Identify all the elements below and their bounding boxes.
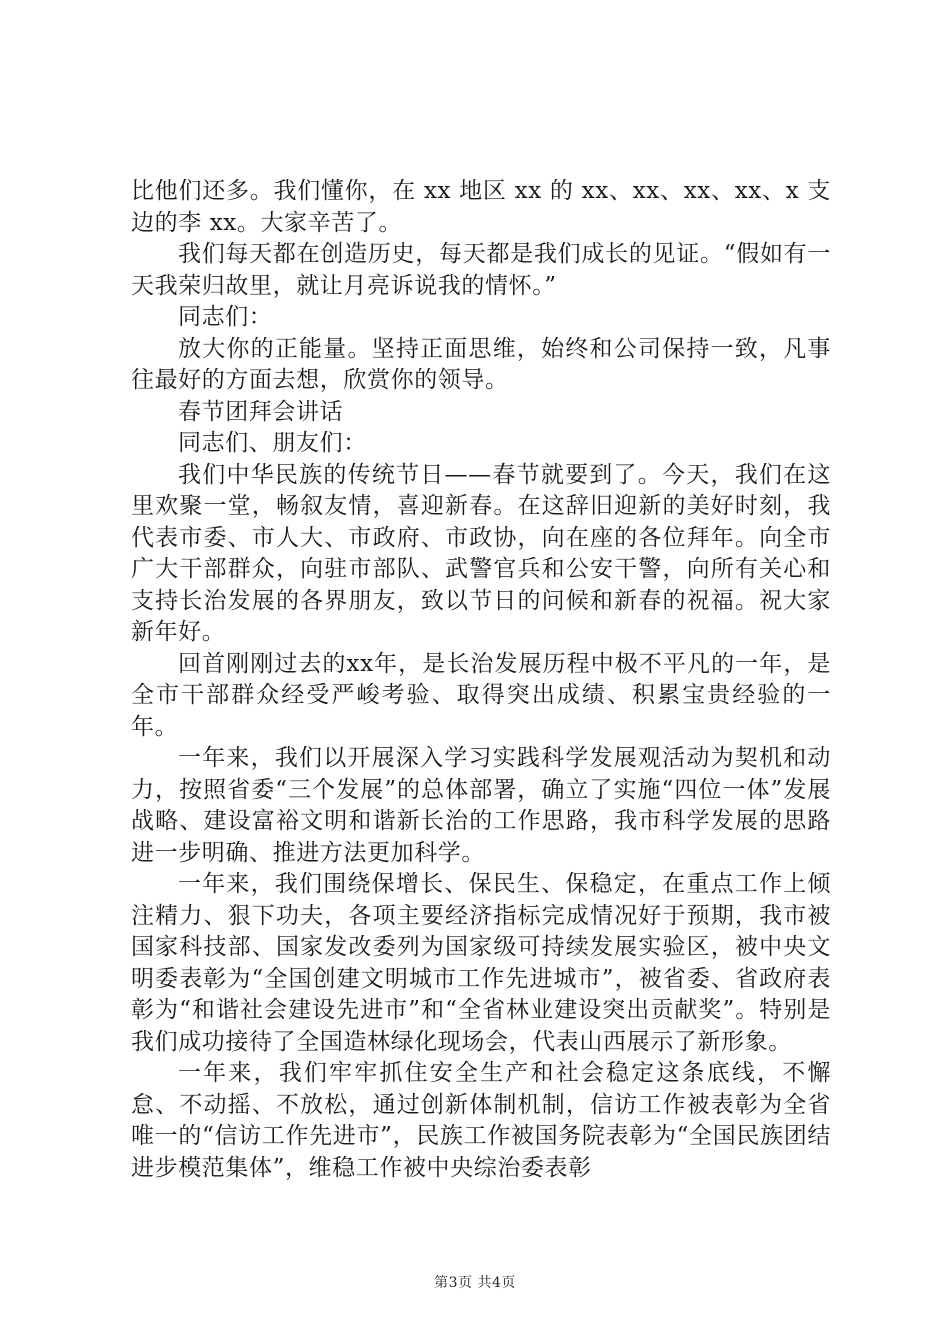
salutation: 同志们、朋友们： (178, 430, 367, 456)
paragraph: 一年来，我们以开展深入学习实践科学发展观活动为契机和动力，按照省委“三个发展”的总体部署，确立了实施“四位一体”发展战略、建设富裕文明和谐新长治的工作思路，我市科学发展的思路进一步明确、推进方法更加科学。 (131, 745, 831, 866)
paragraph: 比他们还多。我们懂你，在 xx 地区 xx 的 xx、xx、xx、xx、x 支边的李 xx。大家辛苦了。 (131, 178, 831, 236)
paragraph: 一年来，我们牢牢抓住安全生产和社会稳定这条底线，不懈怠、不动摇、不放松，通过创新体制机制，信访工作被表彰为全省唯一的“信访工作先进市”，民族工作被国务院表彰为“全国民族团结进步模范集体”，维稳工作被中央综治委表彰 (131, 1060, 831, 1181)
paragraph: 我们中华民族的传统节日——春节就要到了。今天，我们在这里欢聚一堂，畅叙友情，喜迎新春。在这辞旧迎新的美好时刻，我代表市委、市人大、市政府、市政协，向在座的各位拜年。向全市广大干部群众，向驻市部队、武警官兵和公安干警，向所有关心和支持长治发展的各界朋友，致以节日的问候和新春的祝福。祝大家新年好。 (131, 461, 831, 645)
paragraph: 一年来，我们围绕保增长、保民生、保稳定，在重点工作上倾注精力、狠下功夫，各项主要经济指标完成情况好于预期，我市被国家科技部、国家发改委列为国家级可持续发展实验区，被中央文明委表彰为“全国创建文明城市工作先进城市”，被省委、省政府表彰为“和谐社会建设先进市”和“全省林业建设突出贡献奖”。特别是我们成功接待了全国造林绿化现场会，代表山西展示了新形象。 (131, 871, 831, 1055)
page-number-footer: 第3页 共4页 (434, 1275, 516, 1291)
paragraph: 回首刚刚过去的xx年，是长治发展历程中极不平凡的一年，是全市干部群众经受严峻考验、取得突出成绩、积累宝贵经验的一年。 (131, 650, 831, 740)
paragraph: 我们每天都在创造历史，每天都是我们成长的见证。“假如有一天我荣归故里，就让月亮诉说我的情怀。” (131, 241, 831, 299)
section-heading: 春节团拜会讲话 (178, 398, 344, 425)
paragraph: 放大你的正能量。坚持正面思维，始终和公司保持一致，凡事往最好的方面去想，欣赏你的领导。 (131, 335, 831, 393)
document-body (131, 176, 831, 1184)
paragraph: 同志们： (178, 304, 273, 330)
